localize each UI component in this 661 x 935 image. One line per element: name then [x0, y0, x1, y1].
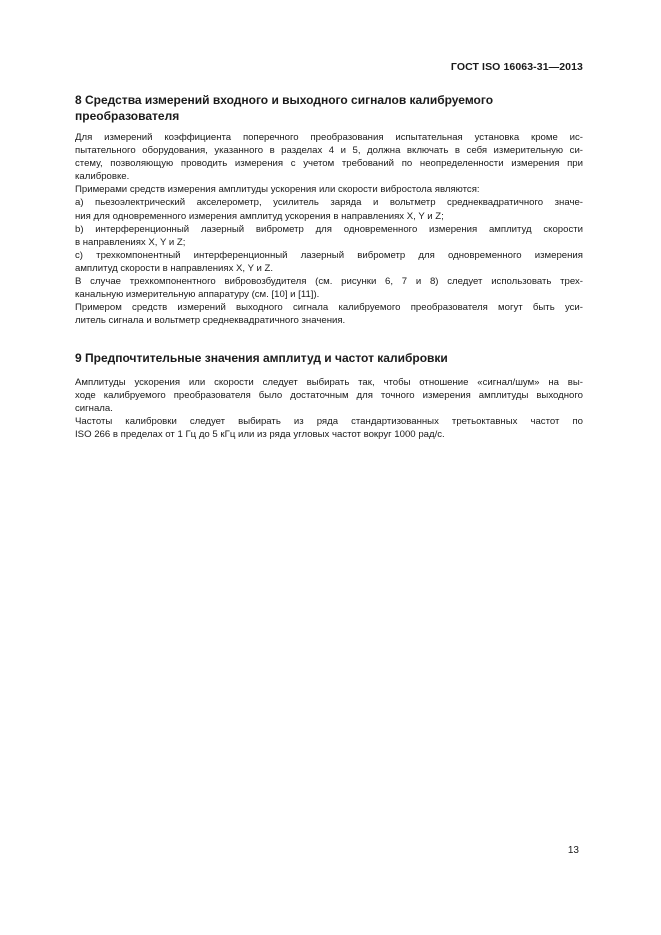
- paragraph-line: амплитуд скорости в направлениях X, Y и Z.: [75, 262, 274, 274]
- paragraph-line: ния для одновременного измерения амплитуд ускорения в направлениях X, Y и Z;: [75, 210, 444, 222]
- section-8-title: [75, 92, 583, 124]
- paragraph-line: канальную измерительную аппаратуру (см. [10] и [11]).: [75, 289, 320, 301]
- paragraph-line: Для измерений коэффициента поперечного преобразования испытательная установка кроме ис-: [75, 132, 583, 143]
- paragraph-line: Частоты калибровки следует выбирать из ряда стандартизованных третьоктавных частот по: [75, 416, 583, 428]
- paragraph-line: Примером средств измерений выходного сигнала калибруемого преобразователя могут быть уси-: [75, 302, 583, 314]
- paragraph-line: литель сигнала и вольтметр среднеквадратичного значения.: [75, 315, 346, 327]
- section-9-body: [75, 376, 583, 441]
- paragraph-line: в направлениях X, Y и Z;: [75, 236, 186, 248]
- paragraph-line: c) трехкомпонентный интерференционный лазерный виброметр для одновременного измерения: [75, 249, 583, 261]
- section-8-title-line-2: преобразователя: [75, 109, 180, 123]
- paragraph-line: ISO 266 в пределах от 1 Гц до 5 кГц или из ряда угловых частот вокруг 1000 рад/с.: [75, 429, 445, 441]
- paragraph-line: калибровке.: [75, 171, 130, 183]
- paragraph-line: а) пьезоэлектрический акселерометр, усилитель заряда и вольтметр среднеквадратичного значе-: [75, 197, 583, 209]
- paragraph-line: Примерами средств измерения амплитуды ускорения или скорости вибростола являются:: [75, 184, 480, 196]
- paragraph-line: пытательного оборудования, указанного в разделах 4 и 5, должна включать в себя измерительную си-: [75, 145, 583, 157]
- paragraph-line: Амплитуды ускорения или скорости следует выбирать так, чтобы отношение «сигнал/шум» на вы-: [75, 377, 583, 388]
- paragraph-line: b) интерференционный лазерный виброметр для одновременного измерения амплитуд скорости: [75, 223, 583, 235]
- paragraph-line: ходе калибруемого преобразователя было достаточным для точного измерения амплитуды выходного: [75, 390, 583, 402]
- paragraph-line: стему, позволяющую проводить измерения с учетом требований по неопределенности измерения при: [75, 158, 583, 170]
- section-8-body: [75, 131, 583, 327]
- section-8-title-line-1: 8 Средства измерений входного и выходного сигналов калибруемого: [75, 93, 494, 107]
- paragraph-line: В случае трехкомпонентного вибровозбудителя (см. рисунки 6, 7 и 8) следует использовать трех-: [75, 276, 583, 288]
- paragraph-line: сигнала.: [75, 403, 113, 415]
- section-9-title: 9 Предпочтительные значения амплитуд и частот калибровки: [75, 351, 448, 365]
- page-number: 13: [567, 845, 579, 856]
- document-id-header: ГОСТ ISO 16063-31—2013: [450, 61, 583, 73]
